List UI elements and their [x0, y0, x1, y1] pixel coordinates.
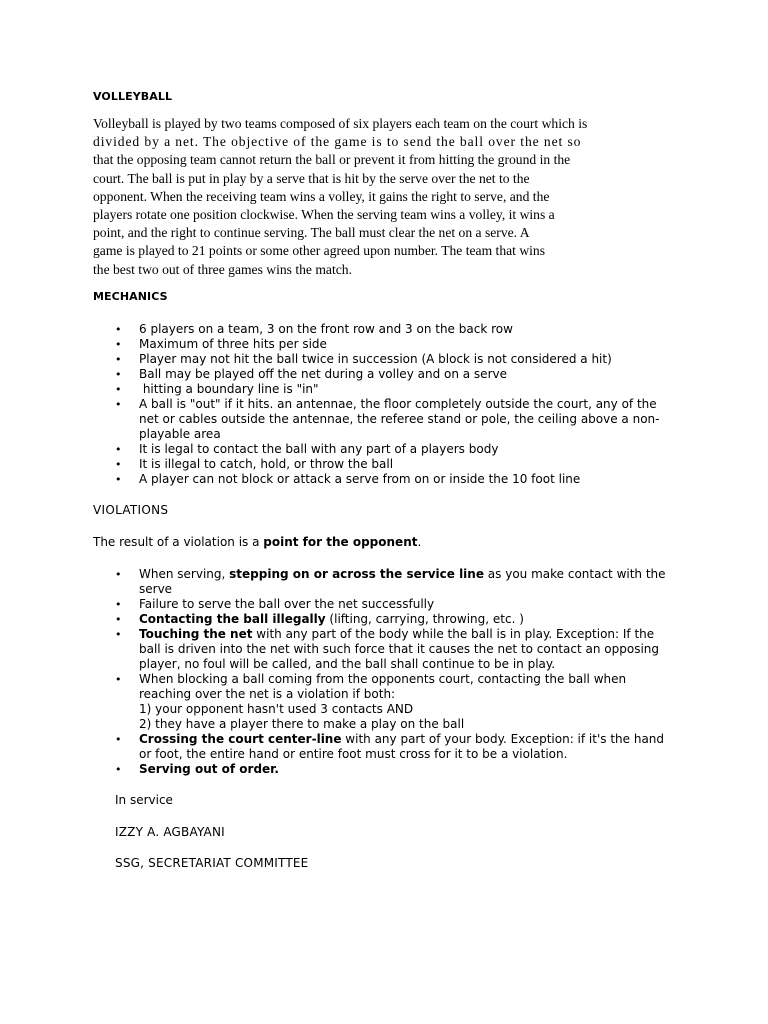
list-item: • Ball may be played off the net during a volley and on a serve — [0, 367, 679, 382]
intro-line: opponent. When the receiving team wins a volley, it gains the right to serve, and the — [93, 188, 550, 204]
list-item — [0, 627, 679, 672]
result-suffix: . — [417, 535, 422, 549]
in-service-label: In service — [115, 793, 173, 807]
list-item: • A ball is "out" if it hits. an antennae, the floor completely outside the court, any of the net or cables outside the antennae, the referee stand or pole, the ceiling above a non-playable area — [0, 397, 679, 442]
list-item — [0, 597, 679, 612]
intro-line: court. The ball is put in play by a serve that is hit by the serve over the net to the — [93, 170, 530, 186]
mechanics-heading: MECHANICS — [93, 290, 168, 303]
list-item: • Maximum of three hits per side — [0, 337, 679, 352]
item-text: Failure to serve the ball over the net successfully — [139, 597, 435, 611]
document-title: VOLLEYBALL — [93, 90, 173, 103]
list-item: • It is legal to contact the ball with any part of a players body — [0, 442, 679, 457]
result-emphasis: point for the opponent — [263, 535, 418, 549]
list-item: • hitting a boundary line is "in" — [0, 382, 679, 397]
violations-list — [0, 567, 679, 777]
list-item — [0, 672, 679, 732]
item-text: When blocking a ball coming from the opponents court, contacting the ball when reaching over the net is a violation if both: — [139, 672, 627, 701]
item-text: When serving, — [139, 567, 230, 581]
intro-line: Volleyball is played by two teams composed of six players each team on the court which is — [93, 116, 588, 131]
item-text: as you make contact with the serve — [139, 567, 666, 596]
item-emphasis: stepping on or across the service line — [229, 567, 484, 581]
list-item: • It is illegal to catch, hold, or throw the ball — [0, 457, 679, 472]
mechanics-list — [0, 322, 679, 487]
item-text: with any part of the body while the ball is in play. Exception: If the ball is driven into the net with such force that it causes the net to contact an opposing player, no foul will be called, and the ball shall continue to be in play. — [139, 627, 660, 671]
list-item: • Player may not hit the ball twice in succession (A block is not considered a hit) — [0, 352, 679, 367]
violations-heading: VIOLATIONS — [93, 503, 169, 517]
item-emphasis: Crossing the court center-line — [139, 732, 342, 746]
list-item — [0, 732, 679, 762]
item-emphasis: Serving out of order. — [139, 762, 279, 776]
result-prefix: The result of a violation is a — [93, 535, 264, 549]
list-item: • 6 players on a team, 3 on the front row and 3 on the back row — [0, 322, 679, 337]
intro-line: point, and the right to continue serving. The ball must clear the net on a serve. A — [93, 225, 530, 241]
author-role: SSG, SECRETARIAT COMMITTEE — [115, 856, 309, 870]
intro-line: that the opposing team cannot return the ball or prevent it from hitting the ground in the — [93, 152, 571, 168]
intro-line: the best two out of three games wins the match. — [93, 261, 352, 277]
item-emphasis: Touching the net — [139, 627, 253, 641]
violation-result-text — [93, 535, 421, 549]
list-item — [0, 762, 679, 777]
author-name: IZZY A. AGBAYANI — [115, 825, 225, 839]
item-emphasis: Contacting the ball illegally — [139, 612, 326, 626]
sub-condition: 2) they have a player there to make a play on the ball — [139, 717, 465, 731]
intro-line: players rotate one position clockwise. When the serving team wins a volley, it wins a — [93, 207, 555, 223]
item-text: (lifting, carrying, throwing, etc. ) — [325, 612, 524, 626]
list-item: • A player can not block or attack a serve from on or inside the 10 foot line — [0, 472, 679, 487]
intro-line: divided by a net. The objective of the game is to send the ball over the net so — [93, 134, 582, 150]
intro-paragraph — [93, 115, 673, 279]
sub-condition: 1) your opponent hasn't used 3 contacts AND — [139, 702, 414, 716]
intro-line: game is played to 21 points or some other agreed upon number. The team that wins — [93, 243, 546, 259]
list-item — [0, 612, 679, 627]
list-item — [0, 567, 679, 597]
item-text: with any part of your body. Exception: if it's the hand or foot, the entire hand or entire foot must cross for it to be a violation. — [139, 732, 665, 761]
